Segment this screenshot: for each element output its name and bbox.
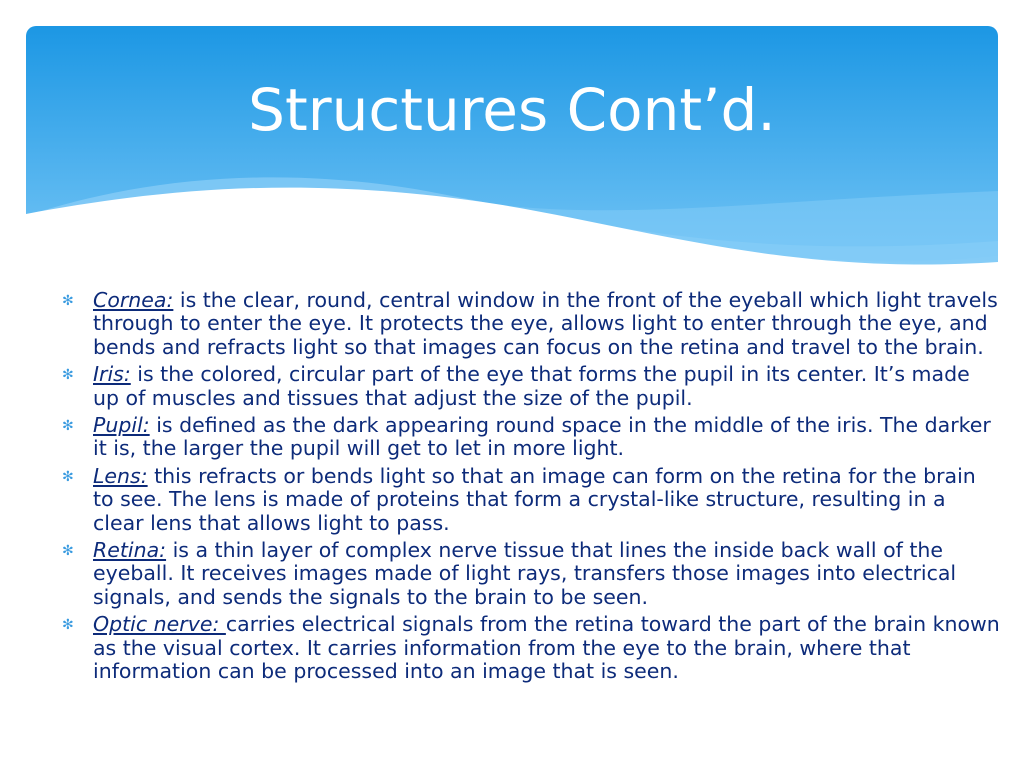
term-label: Cornea: xyxy=(93,288,174,312)
list-item xyxy=(62,539,1002,609)
term-label: Pupil: xyxy=(93,413,150,438)
term-description: carries electrical signals from the retina toward the part of the brain known as the visual cortex. It carries information from the eye to the brain, where that information can be processed into an image that is seen. xyxy=(93,612,1000,684)
list-item xyxy=(62,414,1002,461)
slide-title: Structures Cont’d. xyxy=(248,76,776,144)
term-label: Iris: xyxy=(93,362,131,387)
asterisk-bullet-icon: ✻ xyxy=(62,418,74,435)
term-description: is the clear, round, central window in the front of the eyeball which light travels through to enter the eye. It protects the eye, allows light to enter through the eye, and bends and refracts light so that images can focus on the retina and travel to the brain. xyxy=(93,288,998,359)
list-item xyxy=(62,289,1002,359)
term-label: Lens: xyxy=(93,463,148,488)
term-description: is defined as the dark appearing round space in the middle of the iris. The darker it is, the larger the pupil will get to let in more light. xyxy=(93,413,991,461)
asterisk-bullet-icon: ✻ xyxy=(62,617,74,634)
term-description: this refracts or bends light so that an image can form on the retina for the brain to see. The lens is made of proteins that form a crystal-like structure, resulting in a clear lens that allows light to pass. xyxy=(93,463,976,535)
term-label: Retina: xyxy=(93,538,167,563)
list-item xyxy=(62,363,1002,410)
asterisk-bullet-icon: ✻ xyxy=(62,468,74,485)
term-description: is a thin layer of complex nerve tissue that lines the inside back wall of the eyeball. It receives images made of light rays, transfers those images into electrical signals, and sends the signals to the brain to be seen. xyxy=(93,538,957,609)
asterisk-bullet-icon: ✻ xyxy=(62,293,74,309)
list-item xyxy=(62,613,1002,683)
list-item xyxy=(62,465,1002,535)
asterisk-bullet-icon: ✻ xyxy=(62,367,74,384)
wave-background xyxy=(26,26,998,286)
term-description: is the colored, circular part of the eye that forms the pupil in its center. It’s made up of muscles and tissues that adjust the size of the pupil. xyxy=(93,362,970,410)
bullet-list xyxy=(62,289,1002,688)
term-label: Optic nerve: xyxy=(93,612,226,637)
asterisk-bullet-icon: ✻ xyxy=(62,543,74,560)
header-banner xyxy=(26,26,998,286)
